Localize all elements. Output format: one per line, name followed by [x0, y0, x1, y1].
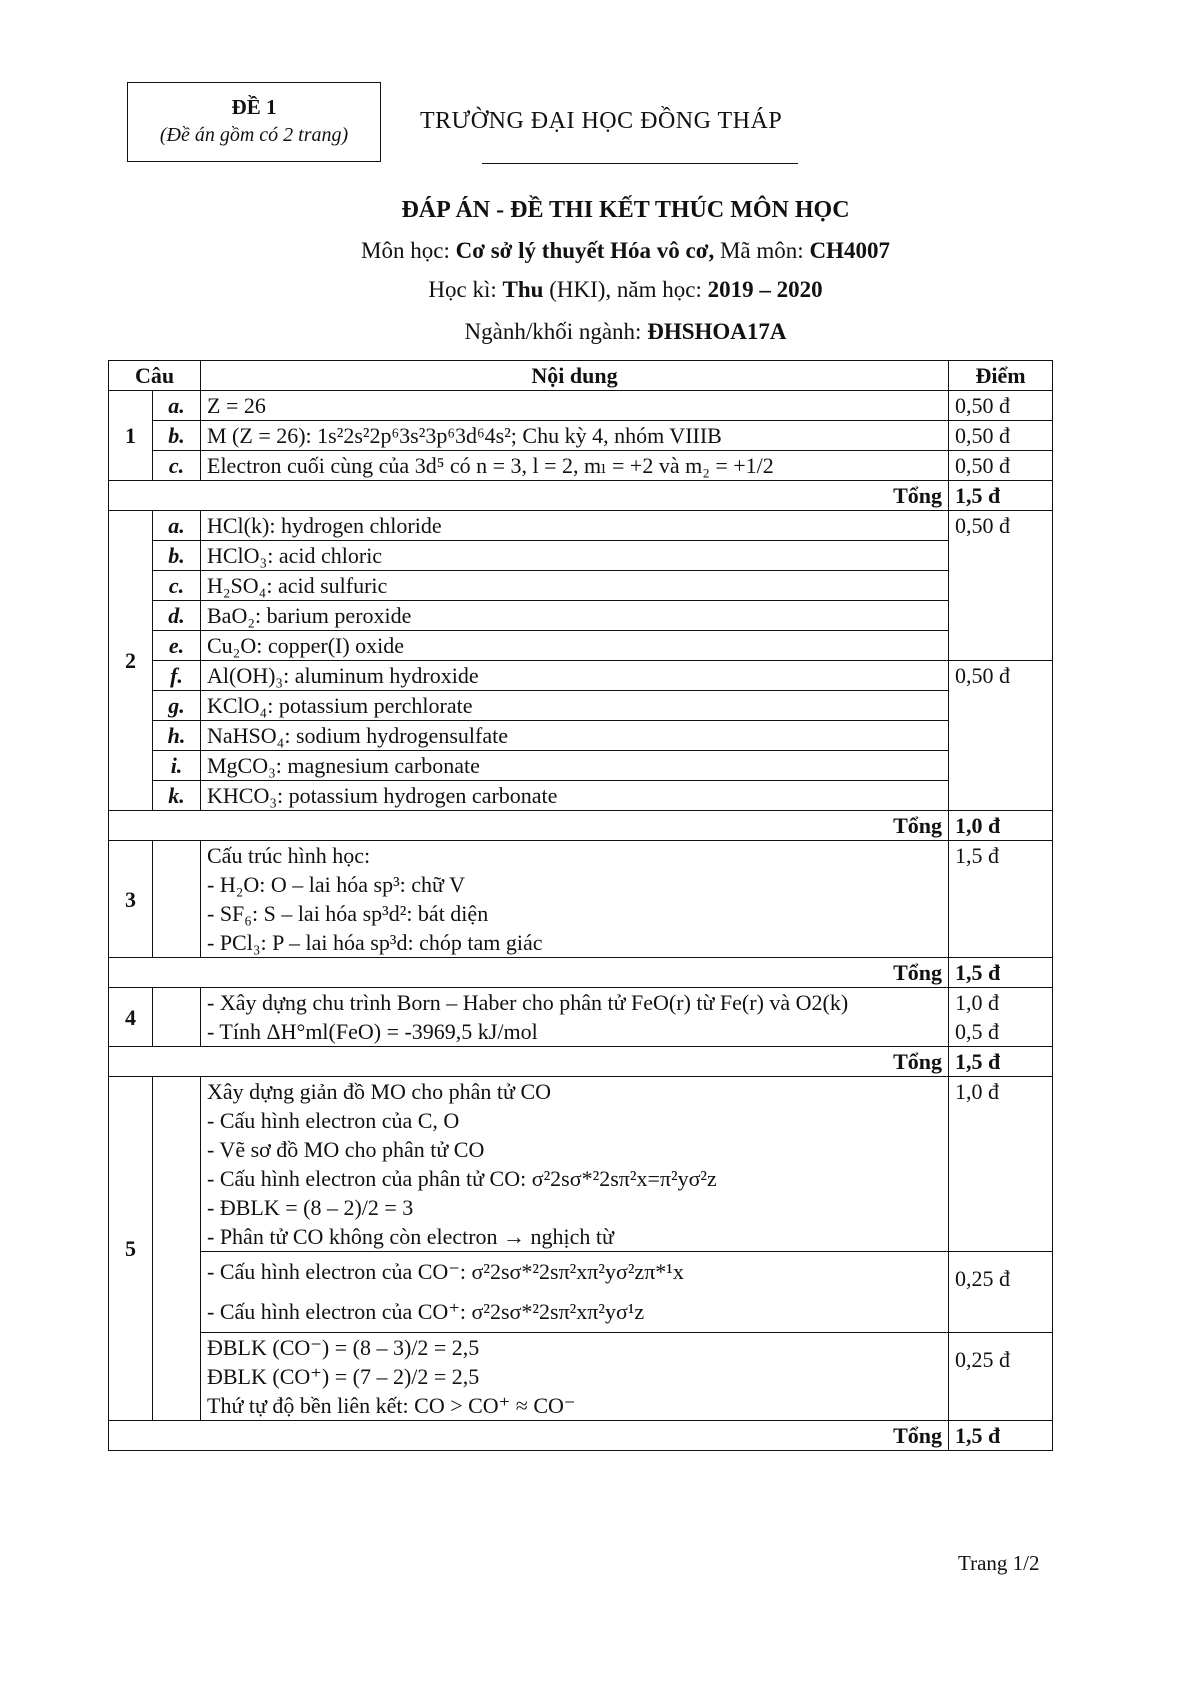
table-row: k. KHCO₃: potassium hydrogen carbonate: [109, 781, 1053, 811]
document-title: ĐÁP ÁN - ĐỀ THI KẾT THÚC MÔN HỌC: [401, 197, 850, 223]
table-row: c. Electron cuối cùng của 3d⁵ có n = 3, l = 2, mₗ = +2 và m₂ = +1/2 0,50 đ: [109, 451, 1053, 481]
table-row: 3 Cấu trúc hình học: - H₂O: O – lai hóa sp³: chữ V - SF₆: S – lai hóa sp³d²: bát diện - PCl₃: P – lai hóa sp³d: chóp tam giác 1,5 đ: [109, 841, 1053, 958]
table-row: i. MgCO₃: magnesium carbonate: [109, 751, 1053, 781]
major-line: Ngành/khối ngành: ĐHSHOA17A: [464, 319, 787, 344]
col-content-header: Nội dung: [201, 361, 949, 391]
table-row: 4 - Xây dựng chu trình Born – Haber cho phân tử FeO(r) từ Fe(r) và O2(k) - Tính ΔH°ml(FeO) = -3969,5 kJ/mol 1,0 đ 0,5 đ: [109, 988, 1053, 1047]
total-row: Tổng 1,5 đ: [109, 958, 1053, 988]
school-name: TRƯỜNG ĐẠI HỌC ĐỒNG THÁP: [420, 108, 783, 134]
term: Thu: [502, 277, 544, 302]
col-question-header: Câu: [109, 361, 201, 391]
question-number: 2: [109, 511, 153, 811]
table-row: e. Cu₂O: copper(I) oxide: [109, 631, 1053, 661]
total-row: Tổng 1,5 đ: [109, 1047, 1053, 1077]
table-row: - Cấu hình electron của CO⁻: σ²2sσ*²2sπ²xπ²yσ²zπ*¹x - Cấu hình electron của CO⁺: σ²2sσ*²2sπ²xπ²yσ¹z 0,25 đ: [109, 1252, 1053, 1333]
table-row: 2 a. HCl(k): hydrogen chloride 0,50 đ: [109, 511, 1053, 541]
question-number: 1: [109, 391, 153, 481]
table-row: ĐBLK (CO⁻) = (8 – 3)/2 = 2,5 ĐBLK (CO⁺) = (7 – 2)/2 = 2,5 Thứ tự độ bền liên kết: CO > CO⁺ ≈ CO⁻ 0,25 đ: [109, 1333, 1053, 1421]
question-number: 4: [109, 988, 153, 1047]
exam-note: (Đề án gồm có 2 trang): [159, 124, 349, 146]
table-row: 5 Xây dựng giản đồ MO cho phân tử CO - Cấu hình electron của C, O - Vẽ sơ đồ MO cho phân tử CO - Cấu hình electron của phân tử CO: σ²2sσ*²2sπ²x=π²yσ²z - ĐBLK = (8 – 2)/2 = 3 - Phân tử CO không còn electron → nghịch từ 1,0 đ: [109, 1077, 1053, 1252]
subject-name: Cơ sở lý thuyết Hóa vô cơ,: [455, 238, 715, 263]
answer-table: [108, 360, 1053, 1451]
table-row: b. M (Z = 26): 1s²2s²2p⁶3s²3p⁶3d⁶4s²; Chu kỳ 4, nhóm VIIIB 0,50 đ: [109, 421, 1053, 451]
exam-code-box: [127, 82, 381, 162]
table-row: h. NaHSO₄: sodium hydrogensulfate: [109, 721, 1053, 751]
subject-line: Môn học: Cơ sở lý thuyết Hóa vô cơ, Mã môn: CH4007: [361, 238, 890, 263]
question-number: 5: [109, 1077, 153, 1421]
question-number: 3: [109, 841, 153, 958]
table-row: d. BaO₂: barium peroxide: [109, 601, 1053, 631]
total-row: Tổng 1,5 đ: [109, 481, 1053, 511]
term-line: Học kì: Thu (HKI), năm học: 2019 – 2020: [428, 277, 823, 302]
table-row: f. Al(OH)₃: aluminum hydroxide 0,50 đ: [109, 661, 1053, 691]
col-points-header: Điểm: [949, 361, 1053, 391]
total-row: Tổng 1,0 đ: [109, 811, 1053, 841]
school-underline: [482, 163, 798, 164]
table-row: 1 a. Z = 26 0,50 đ: [109, 391, 1053, 421]
subject-code: CH4007: [809, 238, 890, 263]
major: ĐHSHOA17A: [647, 319, 787, 344]
school-year: 2019 – 2020: [707, 277, 823, 302]
page-number: Trang 1/2: [958, 1551, 1040, 1575]
total-row: Tổng 1,5 đ: [109, 1421, 1053, 1451]
exam-code: ĐỀ 1: [231, 95, 277, 119]
table-header-row: [109, 361, 1053, 391]
table-row: g. KClO₄: potassium perchlorate: [109, 691, 1053, 721]
table-row: c. H₂SO₄: acid sulfuric: [109, 571, 1053, 601]
table-row: b. HClO₃: acid chloric: [109, 541, 1053, 571]
